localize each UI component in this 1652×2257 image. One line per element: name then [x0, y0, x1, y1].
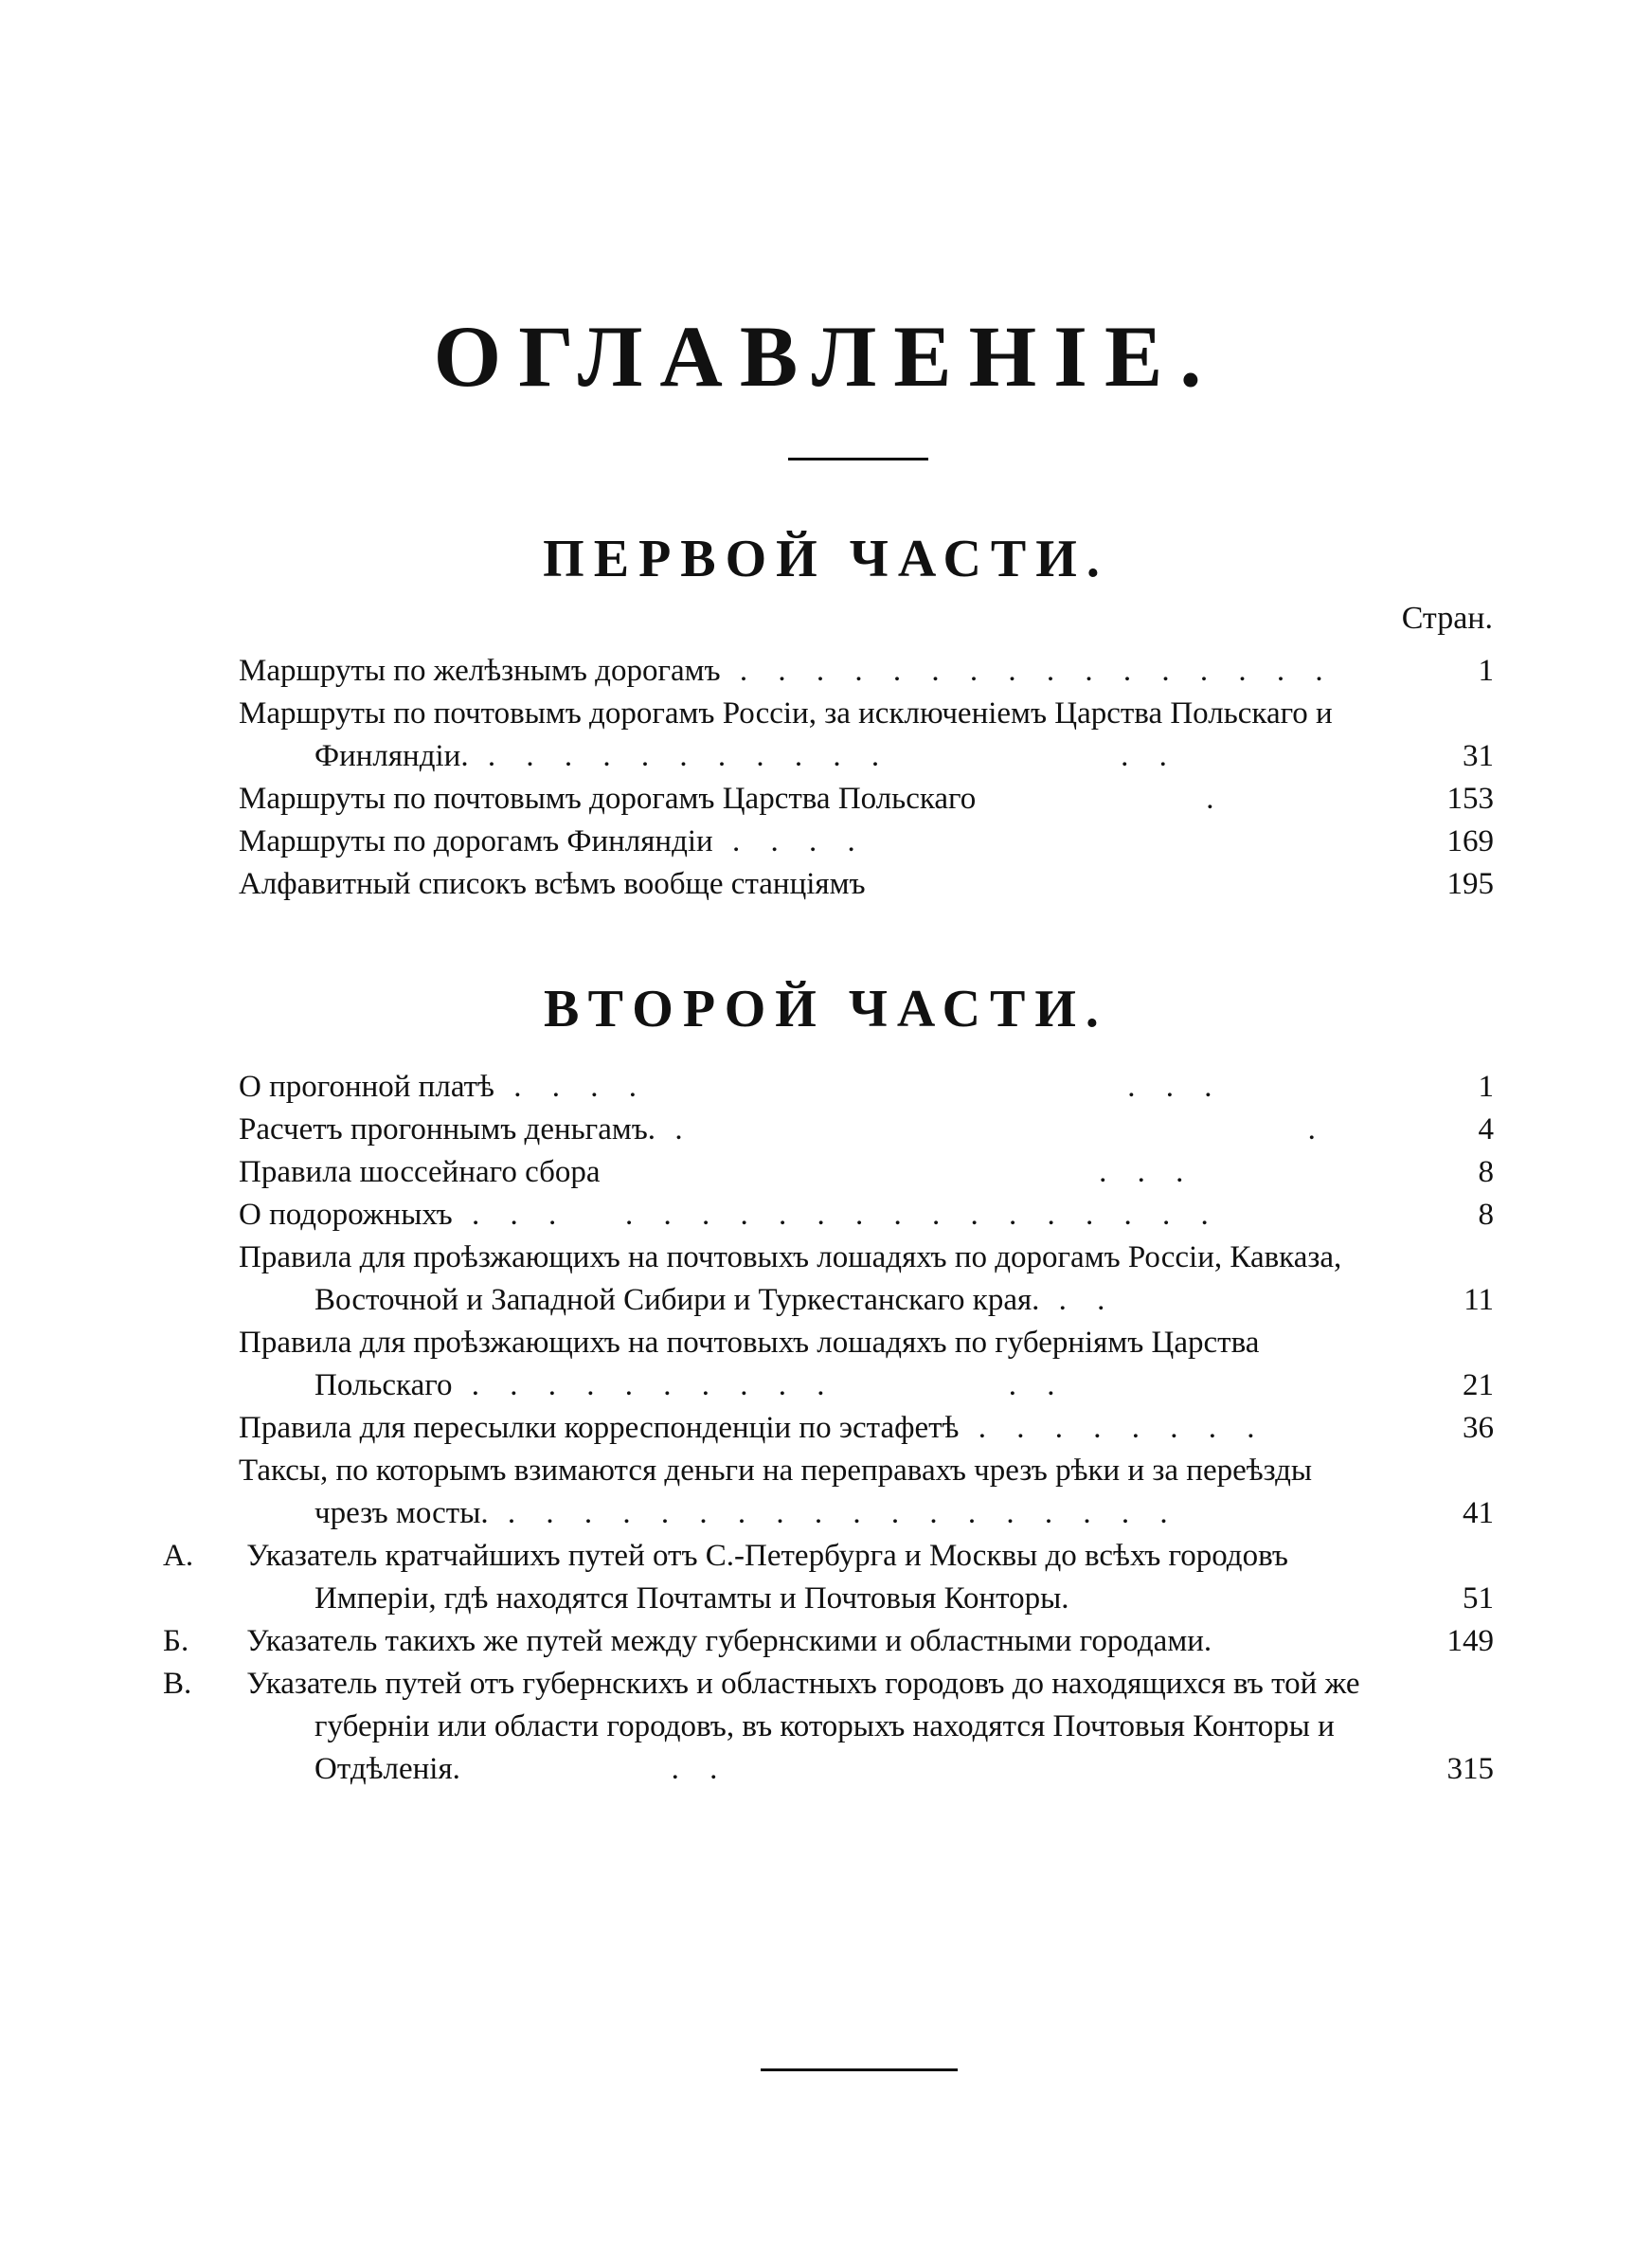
leader-dots: . . [459, 1752, 729, 1786]
page-number: 195 [1446, 867, 1494, 901]
leader-dots: . . [1039, 1283, 1117, 1317]
entry-title: Маршруты по дорогамъ Финляндіи [239, 824, 713, 858]
toc-entry [239, 650, 1494, 693]
entry-title: Указатель такихъ же путей между губернскими и областными городами. [246, 1624, 1212, 1658]
page-number: 21 [1463, 1368, 1494, 1402]
page-number: 8 [1478, 1155, 1494, 1189]
entry-title: Маршруты по почтовымъ дорогамъ Царства Польскаго [239, 782, 977, 816]
title-rule [788, 458, 928, 460]
toc-entry [239, 863, 1494, 906]
entry-title: Алфавитный списокъ всѣмъ вообще станціямъ [239, 867, 866, 901]
leader-dots: . . . . [712, 824, 867, 858]
toc-entry [239, 1322, 1494, 1407]
toc-entry [239, 1450, 1494, 1535]
entry-title: Правила шоссейнаго сбора [239, 1155, 601, 1189]
entry-title: Маршруты по почтовымъ дорогамъ Россіи, за исключеніемъ Царства Польскаго и Финляндіи. [239, 696, 1333, 773]
entry-title: Расчетъ прогоннымъ деньгамъ. [239, 1112, 656, 1147]
toc-entry: Б. Указатель такихъ же путей между губернскими и областными городами. 149 [239, 1620, 1494, 1663]
entry-title: Правила для проѣзжающихъ на почтовыхъ лошадяхъ по дорогамъ Россіи, Кавказа, Восточной и Западной Сибири и Туркестанскаго края. [239, 1240, 1342, 1317]
leader-dots: . . . . . . . . . . . . [452, 1368, 1067, 1402]
entry-title: О подорожныхъ [239, 1198, 453, 1232]
toc-entry: В. Указатель путей отъ губернскихъ и областныхъ городовъ до находящихся въ той же губерніи или области городовъ, въ которыхъ находятся Почтовыя Конторы и Отдѣленія. . . 315 [239, 1663, 1494, 1791]
leader-dots: . . . . . . . . . . . . . [468, 739, 1178, 773]
end-rule [761, 2068, 958, 2071]
entry-title: Указатель кратчайшихъ путей отъ С.-Петербурга и Москвы до всѣхъ городовъ Имперіи, гдѣ находятся Почтамты и Почтовыя Конторы. [246, 1539, 1288, 1616]
page-number: 41 [1463, 1496, 1494, 1530]
page-column-label: Стран. [1401, 601, 1493, 636]
toc-entry [239, 1066, 1494, 1109]
page-number: 51 [1463, 1581, 1494, 1616]
page-number: 153 [1446, 782, 1494, 816]
toc-entry [239, 1237, 1494, 1322]
entry-title: О прогонной платѣ [239, 1070, 494, 1104]
entry-title: Маршруты по желѣзнымъ дорогамъ [239, 654, 721, 688]
toc-entry [239, 1151, 1494, 1194]
entry-title: Правила для проѣзжающихъ на почтовыхъ лошадяхъ по губерніямъ Царства Польскаго [239, 1326, 1260, 1402]
page-number: 8 [1478, 1198, 1494, 1232]
page-number: 11 [1463, 1283, 1494, 1317]
entry-title: Таксы, по которымъ взимаются деньги на переправахъ чрезъ рѣки и за переѣзды чрезъ мосты. [239, 1454, 1313, 1530]
part2-heading: ВТОРОЙ ЧАСТИ. [544, 980, 1108, 1038]
leader-dots: . . . . . . . . . . . . . . . . [720, 654, 1335, 688]
toc-entry [239, 778, 1494, 821]
page-number: 149 [1446, 1624, 1494, 1658]
leader-dots: . . . . . . . . [959, 1411, 1266, 1445]
page-title: ОГЛАВЛЕНІЕ. [433, 308, 1219, 405]
leader-dots: . . . . . . . . . . . . . . . . . . [488, 1496, 1179, 1530]
entry-title: Указатель путей отъ губернскихъ и областныхъ городовъ до находящихся въ той же губерніи или области городовъ, въ которыхъ находятся Почтовыя Конторы и Отдѣленія. [246, 1667, 1360, 1786]
entry-title: Правила для пересылки корреспонденціи по эстафетѣ [239, 1411, 960, 1445]
toc-entry [239, 693, 1494, 778]
toc-entry [239, 1407, 1494, 1450]
leader-dots: . . [655, 1112, 1327, 1147]
toc-entry: А. Указатель кратчайшихъ путей отъ С.-Петербурга и Москвы до всѣхъ городовъ Имперіи, гдѣ находятся Почтамты и Почтовыя Конторы. 51 [239, 1535, 1494, 1620]
toc-entry [239, 821, 1494, 863]
page-number: 1 [1478, 1070, 1494, 1104]
page-number: 4 [1478, 1112, 1494, 1147]
leader-dots: . . . . . . . [494, 1070, 1224, 1104]
leader-dots: . . . [600, 1155, 1195, 1189]
part2-toc [163, 1066, 1494, 1791]
leader-dots: . [976, 782, 1226, 816]
page-number: 36 [1463, 1411, 1494, 1445]
part1-toc [239, 650, 1494, 906]
toc-entry [239, 1109, 1494, 1151]
page-number: 1 [1478, 654, 1494, 688]
part1-heading: ПЕРВОЙ ЧАСТИ. [543, 530, 1109, 588]
page-number: 31 [1463, 739, 1494, 773]
page-number: 315 [1446, 1752, 1494, 1786]
page-number: 169 [1446, 824, 1494, 858]
toc-entry [239, 1194, 1494, 1237]
leader-dots: . . . . . . . . . . . . . . . . . . . [452, 1198, 1220, 1232]
